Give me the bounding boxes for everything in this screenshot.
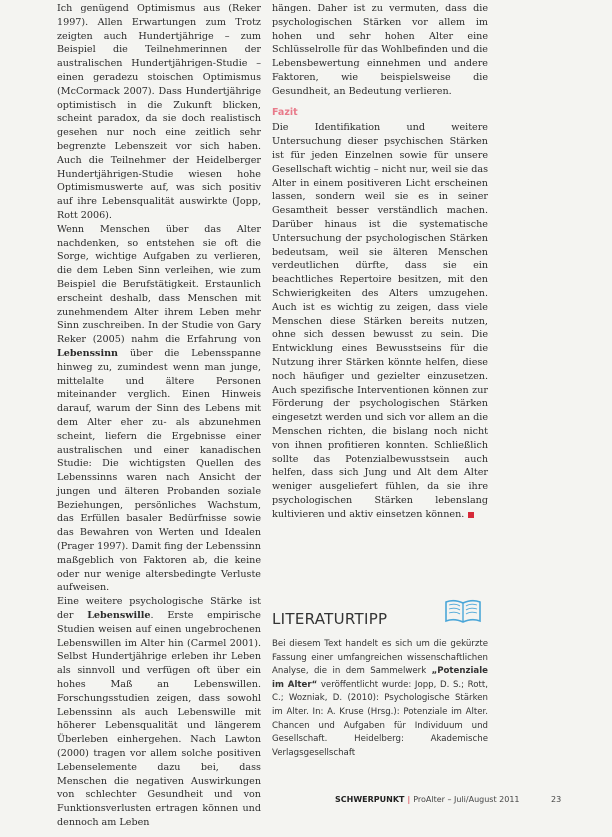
literatur-tipp-text <box>272 638 488 760</box>
fazit-text: Die Identifikation und weitere Untersuchung dieser psychischen Stärken ist für jeden Einzelnen sowie für unsere Gesellschaft wichtig – nicht nur, weil sie das Alter in einem positiveren Licht erscheinen lassen, sondern weil sie es in seiner Gesamtheit besser verständlich machen. Darüber hinaus ist die systematische Untersuchung der psychologischen Stärken bedeutsam, weil sie älteren Menschen verdeutlichen dürfte, dass sie ein beachtliches Repertoire besitzen, mit den Schwierigkeiten des Alters umzugehen. Auch ist es wichtig zu zeigen, dass viele Menschen diese Stärken bereits nutzen, ohne sich dessen bewusst zu sein. Die Entwicklung eines Bewusstseins für die Nutzung ihrer Stärken könnte helfen, diese noch häufiger und gezielter einzusetzen. Auch spezifische Interventionen können zur Förderung der psychologischen Stärken eingesetzt werden und sich vor allem an die Menschen richten, die bislang noch nicht von ihnen profitieren konnten. Schließlich sollte das Potenzialbewusstsein auch helfen, dass sich Jung und Alt dem Alter weniger ausgeliefert fühlen, da sie ihre psychologischen Stärken lebenslang kultivieren und aktiv einsetzen können. <box>272 122 488 520</box>
literatur-tipp-title: LITERATURTIPP <box>272 610 388 628</box>
footer-issue: Juli/August 2011 <box>454 795 520 804</box>
book-title: „Potenziale im Alter“ <box>272 666 488 690</box>
left-paragraph-3-text-b: . Erste empirische Studien weisen auf einen ungebrochenen Lebenswillen im Alter hin (Carmel 2001). Selbst Hundertjährige erleben ihr Leben als sinnvoll und verfügen oft über ein hohes Maß an Lebenswillen. Forschungsstudien zeigen, dass sowohl Lebenssinn als auch Lebenswille mit höherer Lebensqualität und längerem Überleben einhergehen. Nach Lawton (2000) tragen vor allem solche positiven Lebenselemente dazu bei, dass Menschen die negativen Auswirkungen von schlechter Gesundheit und von Funktionsverlusten ertragen können und dennoch am Leben <box>57 610 261 829</box>
term-lebenssinn: Lebenssinn <box>57 347 119 359</box>
right-column <box>272 2 488 521</box>
left-paragraph-3-text-a: Eine weitere psychologische Stärke ist der <box>57 596 261 622</box>
fazit-paragraph <box>272 121 488 521</box>
left-paragraph-1: Ich genügend Optimismus aus (Reker 1997). Allen Erwartungen zum Trotz zeigten auch Hundertjährige – zum Beispiel die Teilnehmerinnen der australischen Hundertjährigen-Studie – einen geradezu stoischen Optimismus (McCormack 2007). Dass Hundertjährige optimistisch in die Zukunft blicken, scheint paradox, da sie doch realistisch gesehen nur noch eine zeitlich sehr begrenzte Lebenszeit vor sich haben. Auch die Teilnehmer der Heidelberger Hundertjährigen-Studie wiesen hohe Optimismuswerte auf, was sich positiv auf ihre Lebensqualität auswirkte (Jopp, Rott 2006). <box>57 3 261 221</box>
term-lebenswille: Lebenswille <box>87 610 151 622</box>
page-footer <box>335 795 562 804</box>
page-number: 23 <box>551 795 562 804</box>
literatur-text-b: veröffentlicht wurde: Jopp, D. S.; Rott, C.; Wozniak, D. (2010): Psychologische Stärken im Alter. In: A. Kruse (Hrsg.): Potenziale im Alter. Chancen und Aufgaben für Individuum und Gesellschaft. Heidelberg: Akademische Verlagsgesellschaft <box>272 679 488 758</box>
footer-separator: | <box>407 795 411 804</box>
end-mark-icon <box>468 512 474 518</box>
literatur-tipp-box <box>272 598 488 760</box>
left-column <box>57 2 261 830</box>
literatur-text-a: Bei diesem Text handelt es sich um die gekürzte Fassung einer umfangreichen wissenschaftlichen Analyse, die in dem Sammelwerk <box>272 639 488 677</box>
footer-dash: – <box>447 795 452 804</box>
left-paragraph-3 <box>57 595 261 830</box>
fazit-heading: Fazit <box>272 106 298 118</box>
open-book-icon <box>444 598 482 624</box>
left-paragraph-2 <box>57 223 261 596</box>
footer-magazine: ProAlter <box>413 795 445 804</box>
footer-section: SCHWERPUNKT <box>335 795 405 804</box>
right-paragraph-1: hängen. Daher ist zu vermuten, dass die psychologischen Stärken vor allem im hohen und sehr hohen Alter eine Schlüsselrolle für das Wohlbefinden und die Lebensbewertung einnehmen und andere Faktoren, wie beispielsweise die Gesundheit, an Bedeutung verlieren. <box>272 3 488 97</box>
left-paragraph-2-text-a: Wenn Menschen über das Alter nachdenken, so entstehen sie oft die Sorge, wichtige Aufgaben zu verlieren, die dem Leben Sinn verleihen, wie zum Beispiel die Berufstätigkeit. Erstaunlich erscheint deshalb, dass Menschen mit zunehmendem Alter ihrem Leben mehr Sinn zuschreiben. In der Studie von Gary Reker (2005) nahm die Erfahrung von <box>57 223 261 346</box>
left-paragraph-2-text-b: über die Lebensspanne hinweg zu, zumindest wenn man junge, mittelalte und ältere Personen miteinander verglich. Einen Hinweis darauf, warum der Sinn des Lebens mit dem Alter eher zu- als abzunehmen scheint, liefern die Ergebnisse einer australischen und einer kanadischen Studie: Die wichtigsten Quellen des Lebenssinns waren nach Ansicht der jungen und älteren Probanden soziale Beziehungen, persönliches Wachstum, das Erfüllen basaler Bedürfnisse sowie das Bewahren von Werten und Idealen (Prager 1997). Damit fing der Lebenssinn maßgeblich von Faktoren ab, die keine oder nur wenige altersbedingte Verluste aufweisen. <box>57 347 261 594</box>
